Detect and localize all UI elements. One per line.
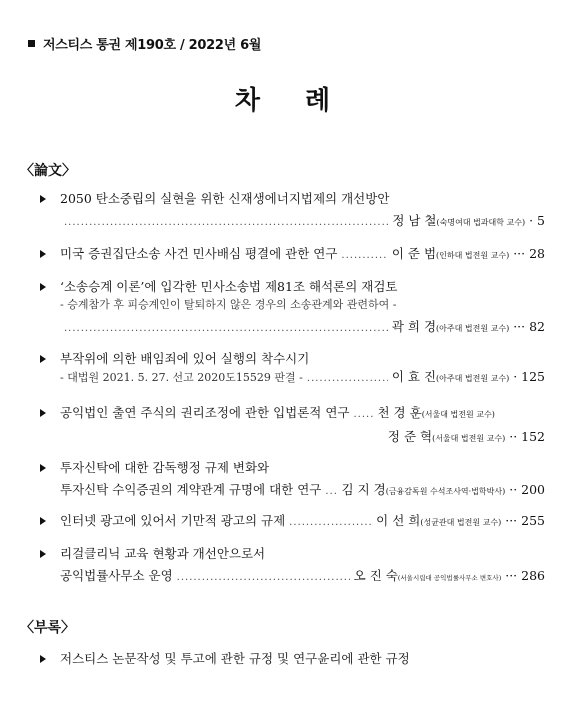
toc-entry[interactable] <box>40 512 545 532</box>
entry-affiliation: (숙명여대 법과대학 교수) <box>436 218 526 227</box>
triangle-bullet-icon <box>40 355 46 363</box>
triangle-bullet-icon <box>40 195 46 203</box>
entry-title: 저스티스 논문작성 및 투고에 관한 규정 및 연구윤리에 관한 규정 <box>60 651 410 666</box>
entry-affiliation: (인하대 법전원 교수) <box>436 251 510 260</box>
toc-entry[interactable] <box>40 278 545 338</box>
journal-header <box>28 34 261 53</box>
leader-dots <box>64 214 388 232</box>
entry-affiliation: (아주대 법전원 교수) <box>436 324 510 333</box>
entry-affiliation: (서울시립대 공익법률사무소 변호사) <box>397 574 502 582</box>
leader-dots <box>307 370 388 388</box>
entry-title: 리걸클리닉 교육 현황과 개선안으로서 <box>60 546 266 561</box>
entry-author: 이 선 희 <box>376 513 421 528</box>
entry-title: 2050 탄소중립의 실현을 위한 신재생에너지법제의 개선방안 <box>60 191 390 206</box>
leader-dots <box>289 514 372 532</box>
entry-affiliation: (서울대 법전원 교수) <box>421 410 495 419</box>
square-bullet-icon <box>28 40 35 47</box>
appendix-entry[interactable] <box>40 650 545 668</box>
entry-author: 천 경 훈 <box>377 405 422 420</box>
entry-author: 오 진 숙 <box>353 568 398 583</box>
section-appendix-label: 〈부록〉 <box>20 620 76 636</box>
triangle-bullet-icon <box>40 409 46 417</box>
entry-affiliation: (아주대 법전원 교수) <box>436 374 510 383</box>
entry-page: · 125 <box>513 369 545 384</box>
journal-header-text: 저스티스 통권 제190호 / 2022년 6월 <box>43 38 262 53</box>
triangle-bullet-icon <box>40 655 46 663</box>
entry-author: 이 준 범 <box>391 246 437 261</box>
toc-entry[interactable] <box>40 245 545 265</box>
entry-author: 이 효 진 <box>391 369 437 384</box>
entry-title: 부작위에 의한 배임죄에 있어 실행의 착수시기 <box>60 351 310 366</box>
leader-dots <box>341 247 387 265</box>
leader-dots <box>325 483 337 501</box>
entry-page: ··· 28 <box>513 246 545 261</box>
entry-author-2: 정 준 혁 <box>387 429 433 444</box>
entry-title: 미국 증권집단소송 사건 민사배심 평결에 관한 연구 <box>60 246 338 261</box>
entry-page: ·· 152 <box>509 429 545 444</box>
entry-subtitle: - 승계참가 후 피승계인이 탈퇴하지 않은 경우의 소송관계와 관련하여 - <box>60 298 397 311</box>
entry-affiliation: (성균관대 법전원 교수) <box>420 518 502 527</box>
entry-page: ·· 200 <box>509 482 545 497</box>
entry-author: 김 지 경 <box>341 482 386 497</box>
entry-title-line-2: 공익법률사무소 운영 <box>60 568 173 583</box>
toc-entry[interactable] <box>40 404 545 448</box>
leader-dots <box>64 320 388 338</box>
toc-entry[interactable] <box>40 190 545 232</box>
entry-page: ··· 82 <box>513 319 545 334</box>
entry-title: 공익법인 출연 주식의 권리조정에 관한 입법론적 연구 <box>60 405 350 420</box>
leader-dots <box>354 406 374 424</box>
entry-author: 정 남 철 <box>392 213 437 228</box>
entry-title: 투자신탁에 대한 감독행정 규제 변화와 <box>60 460 270 475</box>
triangle-bullet-icon <box>40 517 46 525</box>
leader-dots <box>177 569 350 587</box>
entry-page: · 5 <box>529 213 545 228</box>
entry-affiliation-2: (서울대 법전원 교수) <box>432 434 506 443</box>
entry-page: ··· 255 <box>505 513 545 528</box>
entry-title: 인터넷 광고에 있어서 기만적 광고의 규제 <box>60 513 286 528</box>
section-papers-label: 〈論文〉 <box>20 163 76 179</box>
toc-entry[interactable] <box>40 545 545 587</box>
triangle-bullet-icon <box>40 250 46 258</box>
triangle-bullet-icon <box>40 464 46 472</box>
entry-title-line-2: 투자신탁 수익증권의 계약관계 규명에 대한 연구 <box>60 482 322 497</box>
entry-page: ··· 286 <box>505 568 545 583</box>
triangle-bullet-icon <box>40 550 46 558</box>
toc-entry[interactable] <box>40 459 545 501</box>
triangle-bullet-icon <box>40 283 46 291</box>
toc-entry[interactable] <box>40 350 545 388</box>
entry-author: 곽 희 경 <box>391 319 437 334</box>
entry-title: ‘소송승계 이론’에 입각한 민사소송법 제81조 해석론의 재검토 <box>60 279 398 294</box>
entry-subtitle: - 대법원 2021. 5. 27. 선고 2020도15529 판결 - <box>60 371 303 384</box>
page-title: 차 례 <box>234 86 349 116</box>
entry-affiliation: (금융감독원 수석조사역·법학박사) <box>385 487 506 496</box>
